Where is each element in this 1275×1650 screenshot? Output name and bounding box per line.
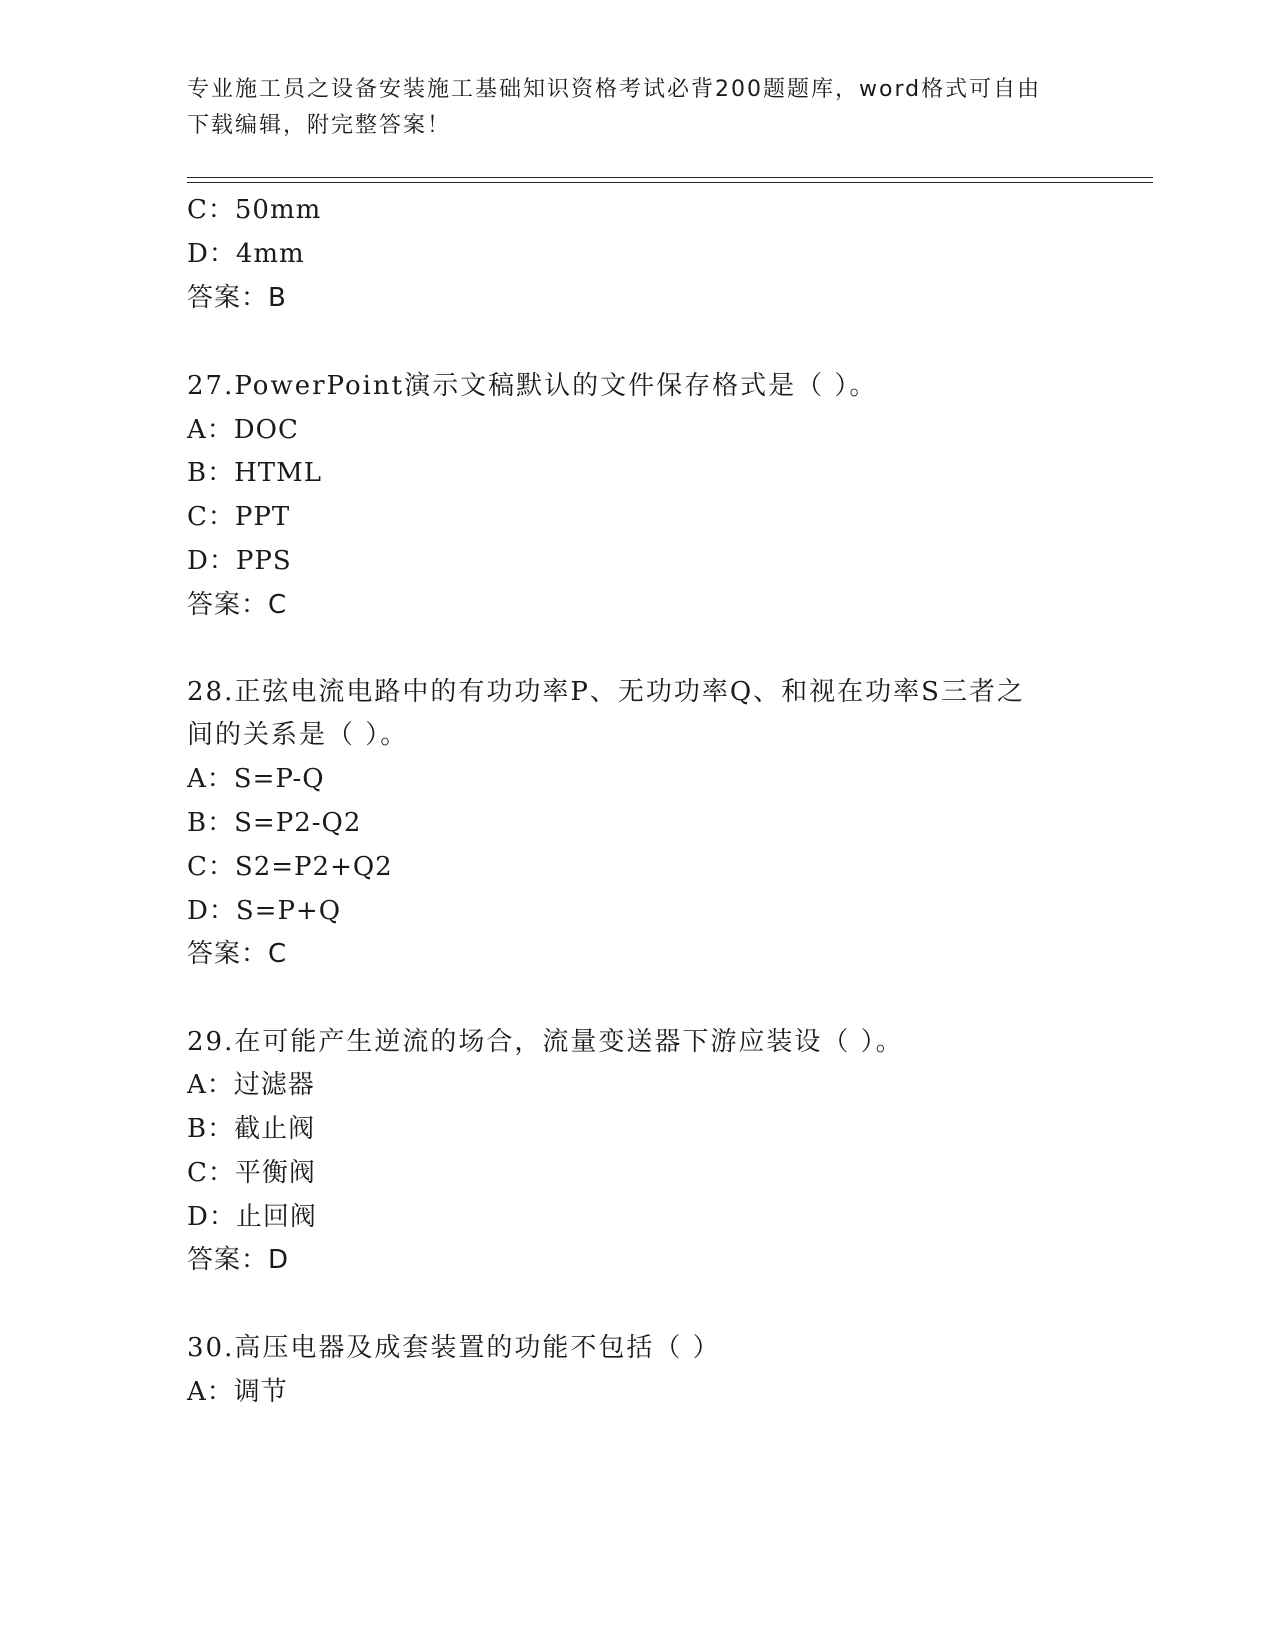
header-line-1: 专业施工员之设备安装施工基础知识资格考试必背200题题库，word格式可自由	[187, 77, 1042, 102]
q27-option-a: A：DOC	[187, 415, 299, 445]
header-divider-bottom	[187, 182, 1153, 183]
q28-option-b: B：S=P2-Q2	[187, 808, 362, 838]
header-line-2: 下载编辑，附完整答案！	[187, 113, 452, 138]
q28-option-c: C：S2=P2+Q2	[187, 852, 393, 882]
q26-answer: 答案：B	[187, 283, 287, 313]
q29-option-c: C：平衡阀	[187, 1158, 316, 1188]
q29-option-b: B：截止阀	[187, 1114, 316, 1144]
q29-question: 29.在可能产生逆流的场合，流量变送器下游应装设（ ）。	[187, 1027, 904, 1057]
q28-answer: 答案：C	[187, 939, 288, 969]
header-divider-top	[187, 177, 1153, 178]
q27-option-b: B：HTML	[187, 458, 323, 488]
q28-question-line-1: 28.正弦电流电路中的有功功率P、无功功率Q、和视在功率S三者之	[187, 677, 1025, 707]
q29-option-a: A：过滤器	[187, 1070, 315, 1100]
q28-option-d: D：S=P+Q	[187, 896, 342, 926]
q26-option-c: C：50mm	[187, 195, 322, 225]
q28-question-line-2: 间的关系是（ ）。	[187, 720, 409, 750]
q28-option-a: A：S=P-Q	[187, 764, 325, 794]
document-header	[187, 72, 1067, 144]
q27-answer: 答案：C	[187, 590, 288, 620]
q30-option-a: A：调节	[187, 1377, 288, 1407]
q26-option-d: D：4mm	[187, 239, 305, 269]
q30-question: 30.高压电器及成套装置的功能不包括（ ）	[187, 1333, 721, 1363]
q27-question: 27.PowerPoint演示文稿默认的文件保存格式是（ ）。	[187, 371, 878, 401]
q29-answer: 答案：D	[187, 1245, 290, 1275]
q27-option-c: C：PPT	[187, 502, 291, 532]
q27-option-d: D：PPS	[187, 546, 292, 576]
q29-option-d: D：止回阀	[187, 1202, 317, 1232]
